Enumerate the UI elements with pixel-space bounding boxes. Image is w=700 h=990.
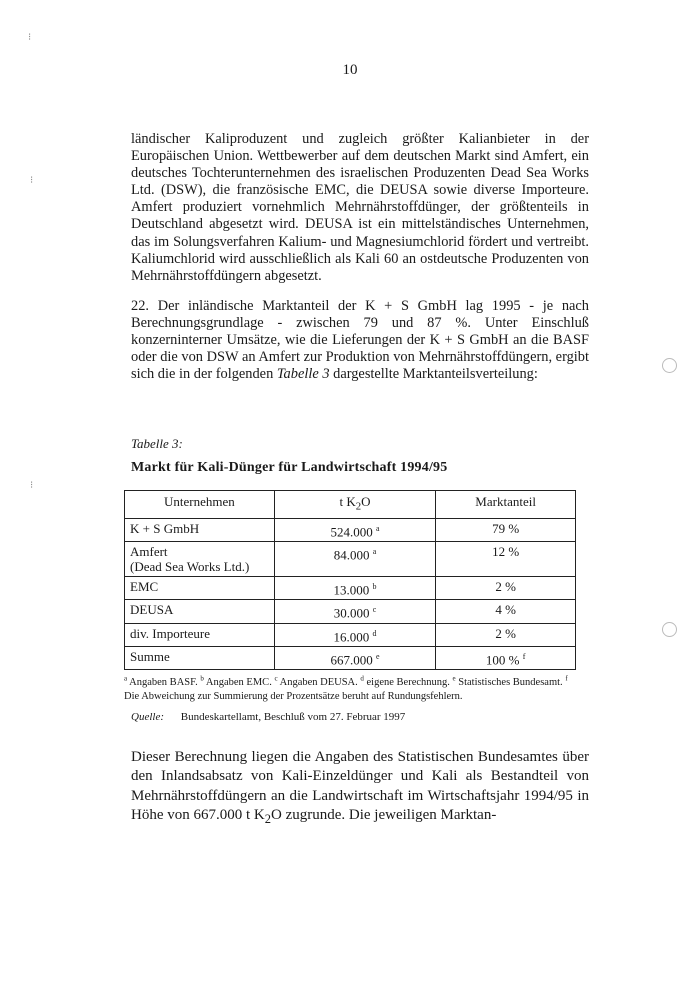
table-row <box>125 600 576 623</box>
cell-quantity: 13.000 $^b$ <box>274 576 436 599</box>
punch-hole-mark <box>662 622 677 637</box>
header-quantity: t $K_2O$ <box>274 491 436 519</box>
footnote: $^d$ eigene Berechnung. <box>360 674 450 688</box>
page-number: 10 <box>342 62 358 78</box>
footnote: $^f$ Die Abweichung zur Summierung der Prozentsätze beruht auf Rundungsfehlern. <box>124 674 568 702</box>
table-title: Markt für Kali-Dünger für Landwirtschaft 1994/95 <box>131 460 448 475</box>
paragraph-number: 22. <box>131 298 149 314</box>
cell-company: div. Importeure <box>125 623 275 646</box>
scan-mark: ⁝ <box>30 480 34 491</box>
footnote-mark: d <box>372 628 377 638</box>
paragraph-22 <box>131 298 589 383</box>
cell-company: EMC <box>125 576 275 599</box>
table-row <box>125 623 576 646</box>
paragraph-3: Dieser Berechnung liegen die Angaben des Statistischen Bundesamtes über den Inlandsabsatz von Kali-Einzeldünger und Kali als Bestandteil von Mehrnährstoffdüngern an die Landwirtschaft im Wirtschaftsjahr 1994/95 in Höhe von 667.000 t $K_2O$ zugrunde. Die jeweiligen Marktan- <box>131 749 589 826</box>
table-reference: Tabelle 3 <box>276 366 330 383</box>
header-share: Marktanteil <box>436 491 576 519</box>
cell-share: 2 % <box>436 623 576 646</box>
cell-share: 79 % <box>436 518 576 541</box>
table-row <box>125 646 576 669</box>
footnote-mark: a <box>375 523 380 533</box>
table-row <box>125 518 576 541</box>
cell-share: 100 % $^f$ <box>436 646 576 669</box>
cell-share: 4 % <box>436 600 576 623</box>
scan-mark: ⁝ <box>30 175 34 186</box>
footnote: $^b$ Angaben EMC. <box>200 674 272 688</box>
cell-company: Summe <box>125 646 275 669</box>
cell-quantity: 30.000 $^c$ <box>274 600 436 623</box>
table-row <box>125 576 576 599</box>
punch-hole-mark <box>662 358 677 373</box>
paragraph-text: Der inländische Marktanteil der K + S GmbH lag 1995 - je nach Berechnungsgrundlage - zwischen 79 und 87 %. Unter Einschluß konzerninterner Umsätze, wie die Lieferungen der K + S GmbH an die BASF oder die von DSW an Amfert zur Produktion von Mehrnährstoffdüngern, ergibt sich die in der folgenden <box>131 298 589 383</box>
table-caption: Tabelle 3: <box>131 436 183 451</box>
cell-share: 2 % <box>436 576 576 599</box>
market-share-table <box>124 490 576 670</box>
cell-quantity: 667.000 $^e$ <box>274 646 436 669</box>
cell-quantity: 524.000 $^a$ <box>274 518 436 541</box>
scan-mark: ⁝ <box>28 32 32 43</box>
footnote-mark: e <box>375 651 380 661</box>
cell-company: K + S GmbH <box>125 518 275 541</box>
cell-company: DEUSA <box>125 600 275 623</box>
footnote-mark: a <box>372 546 377 556</box>
paragraph-1: ländischer Kaliproduzent und zugleich größter Kalianbieter in der Europäischen Union. Wettbewerber auf dem deutschen Markt sind Amfert, ein deutsches Tochterunternehmen des israelischen Produzenten Dead Sea Works Ltd. (DSW), die französische EMC, die DEUSA sowie diverse Importeure. Amfert produziert vornehmlich Mehrnährstoffdünger, der größtenteils in Deutschland abgesetzt wird. DEUSA ist ein mittelständisches Unternehmen, das im Solungsverfahren Kalium- und Magnesiumchlorid fördert und vertreibt. Kaliumchlorid wird ausschließlich als Kali 60 an ostdeutsche Produzenten von Mehrnährstoffdüngern abgesetzt. <box>131 131 589 284</box>
cell-quantity: 84.000 $^a$ <box>274 541 436 576</box>
footnote-mark: b <box>372 581 377 591</box>
source-label: Quelle: <box>131 711 164 723</box>
source-text: Bundeskartellamt, Beschluß vom 27. Februar 1997 <box>180 711 406 723</box>
footnote-mark: c <box>372 605 377 615</box>
footnote: $^a$ Angaben BASF. <box>124 674 198 688</box>
table-header-row <box>125 491 576 519</box>
paragraph-text-end: dargestellte Marktanteilsverteilung: <box>333 366 538 383</box>
table-row <box>125 541 576 576</box>
cell-quantity: 16.000 $^d$ <box>274 623 436 646</box>
cell-company: Amfert (Dead Sea Works Ltd.) <box>125 541 275 576</box>
header-company: Unternehmen <box>125 491 275 519</box>
footnote: $^c$ Angaben DEUSA. <box>274 674 358 688</box>
footnote: $^e$ Statistisches Bundesamt. <box>452 674 563 688</box>
table-footnotes <box>124 671 584 704</box>
footnote-mark: f <box>522 651 526 661</box>
source-line <box>131 711 405 723</box>
cell-share: 12 % <box>436 541 576 576</box>
